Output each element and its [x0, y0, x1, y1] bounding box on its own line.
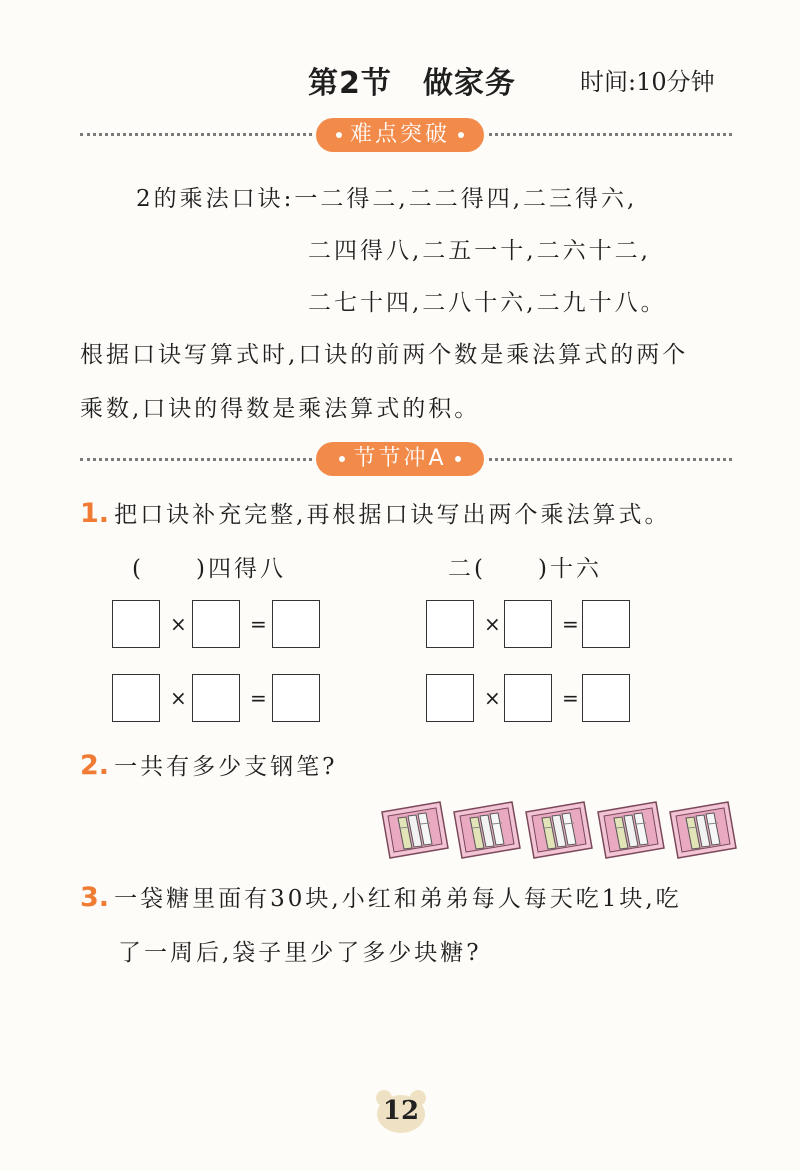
- question-number: 3.: [80, 882, 110, 913]
- rhyme-line-2: 二四得八,二五一十,二六十二,: [308, 238, 651, 264]
- dot-icon: [458, 132, 464, 138]
- question-text-continued: 了一周后,袋子里少了多少块糖?: [118, 940, 482, 966]
- pen-box-5: [670, 802, 736, 858]
- question-number: 1.: [80, 498, 110, 529]
- difficulty-tag: [316, 118, 484, 152]
- answer-box[interactable]: [272, 600, 320, 648]
- answer-box[interactable]: [582, 674, 630, 722]
- dot-icon: [339, 456, 345, 462]
- answer-box[interactable]: [426, 674, 474, 722]
- question-2: [80, 748, 337, 781]
- page-number: 12: [382, 1096, 420, 1126]
- practice-tag-label: 节节冲A: [353, 446, 447, 471]
- question-3: [80, 880, 682, 913]
- equals-sign: =: [562, 686, 579, 710]
- answer-box[interactable]: [504, 674, 552, 722]
- answer-box[interactable]: [192, 674, 240, 722]
- pen-box-4: [598, 802, 664, 858]
- equals-sign: =: [250, 686, 267, 710]
- answer-box[interactable]: [112, 674, 160, 722]
- practice-tag: [316, 442, 484, 476]
- pen-boxes-illustration: [378, 796, 738, 862]
- difficulty-tag-label: 难点突破: [349, 122, 450, 147]
- times-sign: ×: [170, 686, 187, 710]
- pen-box-1: [382, 802, 448, 858]
- answer-box[interactable]: [582, 600, 630, 648]
- times-sign: ×: [170, 612, 187, 636]
- rhyme-blank-right[interactable]: 二( )十六: [448, 556, 602, 582]
- pen-box-3: [526, 802, 592, 858]
- times-sign: ×: [484, 612, 501, 636]
- answer-box[interactable]: [504, 600, 552, 648]
- times-sign: ×: [484, 686, 501, 710]
- answer-box[interactable]: [272, 674, 320, 722]
- question-text: 一袋糖里面有30块,小红和弟弟每人每天吃1块,吃: [114, 886, 682, 912]
- rhyme-line-1: 2的乘法口诀:一二得二,二二得四,二三得六,: [136, 186, 638, 212]
- question-1: [80, 496, 670, 529]
- question-number: 2.: [80, 750, 110, 781]
- answer-box[interactable]: [426, 600, 474, 648]
- question-text: 把口诀补充完整,再根据口诀写出两个乘法算式。: [114, 502, 671, 528]
- question-text: 一共有多少支钢笔?: [114, 754, 338, 780]
- dot-icon: [455, 456, 461, 462]
- rhyme-line-3: 二七十四,二八十六,二九十八。: [308, 290, 667, 316]
- time-limit: 时间:10分钟: [580, 68, 715, 96]
- pen-box-2: [454, 802, 520, 858]
- dot-icon: [336, 132, 342, 138]
- section-title: 第2节 做家务: [308, 66, 516, 101]
- page-number-badge: [374, 1088, 428, 1134]
- note-line-1: 根据口诀写算式时,口诀的前两个数是乘法算式的两个: [80, 342, 689, 368]
- rhyme-blank-left[interactable]: ( )四得八: [132, 556, 286, 582]
- equals-sign: =: [250, 612, 267, 636]
- equals-sign: =: [562, 612, 579, 636]
- note-line-2: 乘数,口诀的得数是乘法算式的积。: [80, 396, 481, 422]
- answer-box[interactable]: [192, 600, 240, 648]
- answer-box[interactable]: [112, 600, 160, 648]
